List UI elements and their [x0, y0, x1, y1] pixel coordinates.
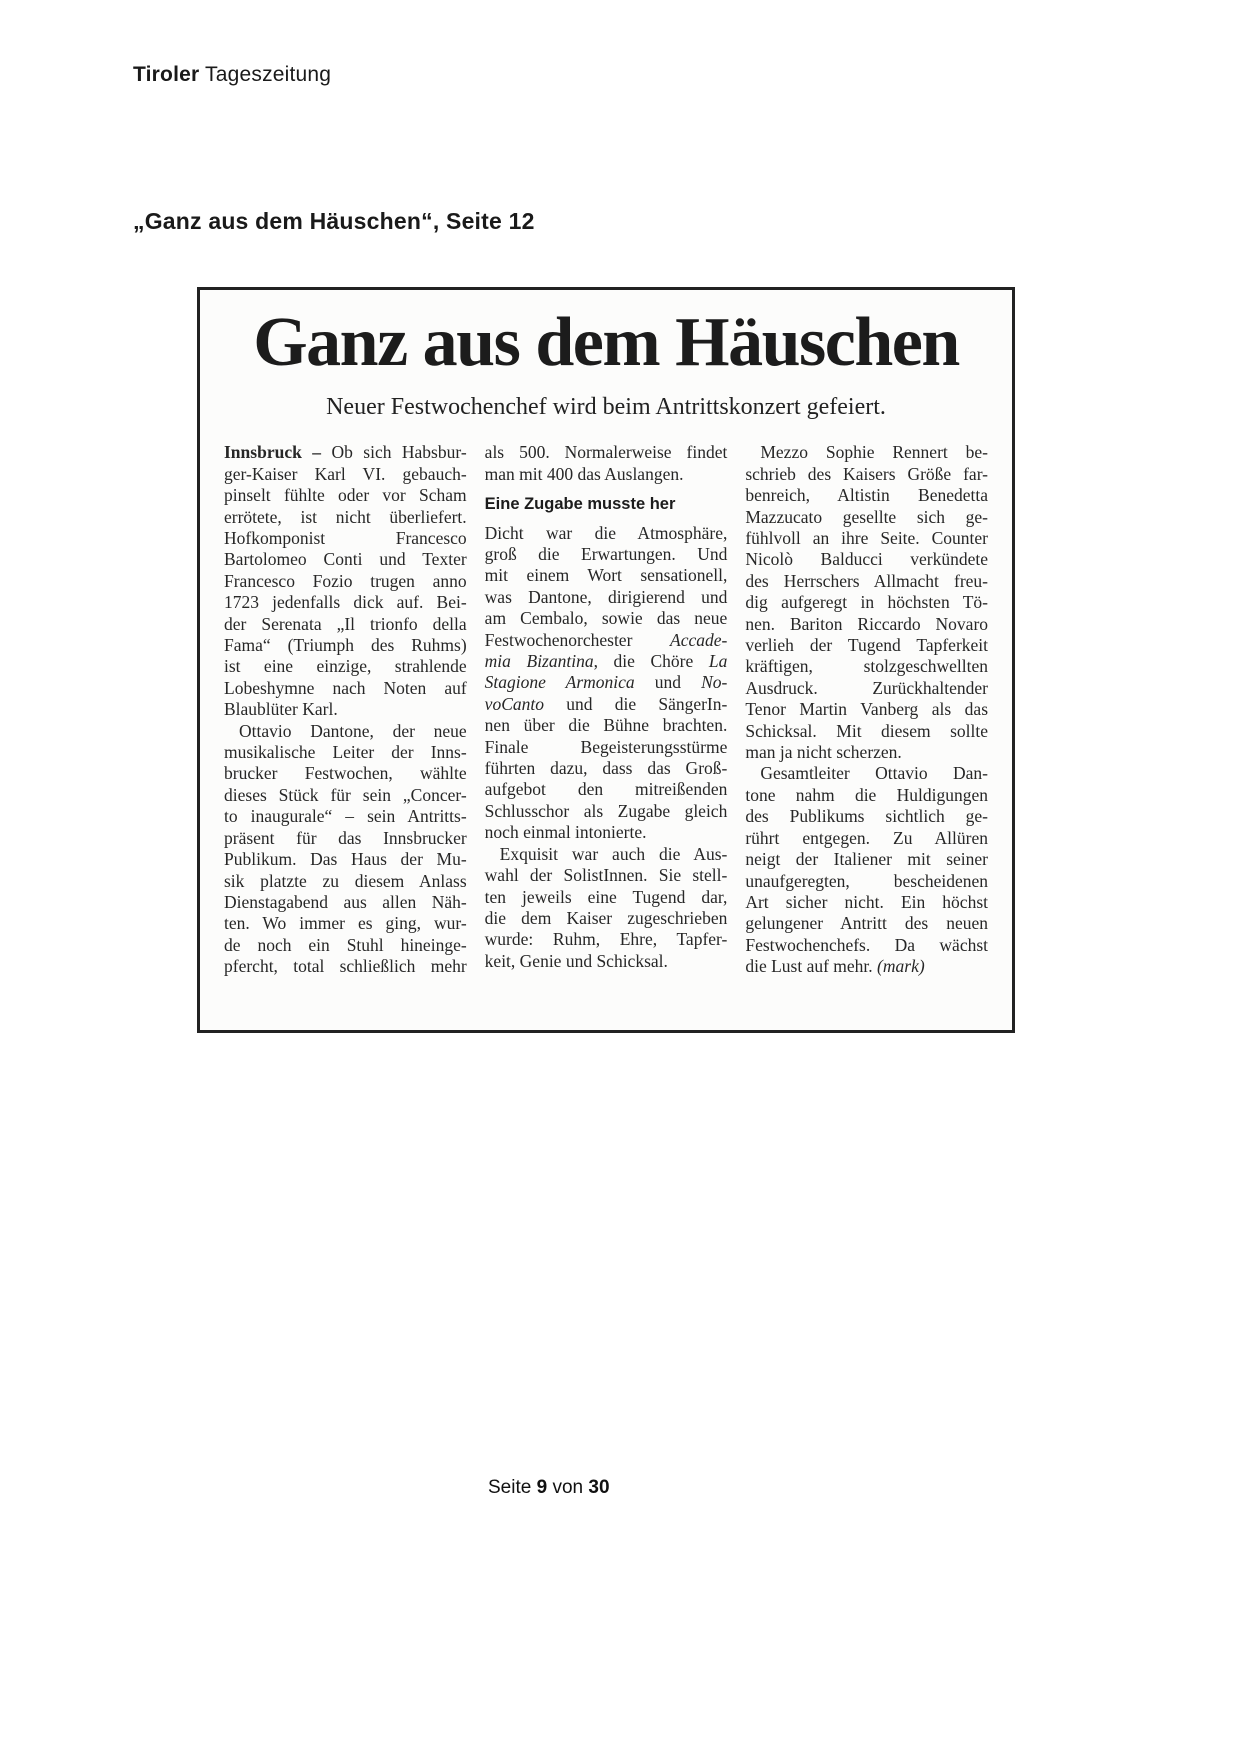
- article-line: Innsbruck – Ob sich Habsbur-: [224, 442, 467, 463]
- article-line: Nicolò Balducci verkündete: [745, 549, 989, 570]
- article-line: benreich, Altistin Benedetta: [745, 485, 989, 506]
- article-line: fühlvoll an ihre Seite. Counter: [745, 528, 989, 549]
- article-line: Stagione Armonica und No-: [484, 672, 728, 693]
- document-title: „Ganz aus dem Häuschen“, Seite 12: [133, 208, 535, 234]
- article-line: des Herrschers Allmacht freu-: [745, 570, 989, 591]
- article-line: 1723 jedenfalls dick auf. Bei-: [224, 592, 467, 613]
- article-line: dig aufgeregt in höchsten Tö-: [745, 592, 989, 613]
- article-line: Blaublüter Karl.: [224, 699, 338, 720]
- article-line: führten dazu, dass das Groß-: [484, 758, 728, 779]
- article-line: mia Bizantina, die Chöre La: [484, 651, 728, 672]
- article-line: am Cembalo, sowie das neue: [484, 608, 728, 629]
- article-line: aufgebot den mitreißenden: [484, 779, 728, 800]
- article-line: musikalische Leiter der Inns-: [224, 742, 467, 763]
- article-line: Hofkomponist Francesco: [224, 528, 467, 549]
- article-line: Tenor Martin Vanberg als das: [745, 699, 989, 720]
- article-line: verlieh der Tugend Tapferkeit: [745, 635, 989, 656]
- article-line: Lobeshymne nach Noten auf: [224, 677, 467, 698]
- article-line: Mazzucato gesellte sich ge-: [745, 506, 989, 527]
- article-line: Finale Begeisterungsstürme: [484, 736, 728, 757]
- article-line: die dem Kaiser zugeschrieben: [484, 907, 728, 928]
- article-headline: Ganz aus dem Häuschen: [253, 304, 959, 381]
- article-line: gelungener Antritt des neuen: [745, 913, 989, 934]
- article-line: Bartolomeo Conti und Texter: [224, 549, 467, 570]
- article-line: de noch ein Stuhl hineinge-: [224, 934, 467, 955]
- article-line: ten jeweils eine Tugend dar,: [484, 886, 728, 907]
- article-line: Festwochenchefs. Da wächst: [745, 934, 989, 955]
- article-line: als 500. Normalerweise findet: [484, 442, 728, 463]
- article-line: nen über die Bühne brachten.: [484, 715, 728, 736]
- article-subheading: Eine Zugabe musste her: [484, 495, 676, 514]
- article-line: neigt der Italiener mit seiner: [745, 849, 989, 870]
- article-line: Dienstagabend aus allen Näh-: [224, 891, 467, 912]
- article-subtitle: Neuer Festwochenchef wird beim Antrittskonzert gefeiert.: [326, 394, 886, 421]
- article-line: mit einem Wort sensationell,: [484, 565, 728, 586]
- article-line: Exquisit war auch die Aus-: [499, 843, 728, 864]
- article-line: dieses Stück für sein „Concer-: [224, 784, 467, 805]
- brand-name-bold: Tiroler: [133, 63, 200, 86]
- article-line: wurde: Ruhm, Ehre, Tapfer-: [484, 929, 728, 950]
- article-line: Schicksal. Mit diesem sollte: [745, 720, 989, 741]
- article-line: rührt entgegen. Zu Allüren: [745, 827, 989, 848]
- footer-total-pages: 30: [588, 1477, 610, 1498]
- article-line: Schlusschor als Zugabe gleich: [484, 800, 728, 821]
- article-line: voCanto und die SängerIn-: [484, 693, 728, 714]
- brand-name-rest: Tageszeitung: [199, 63, 332, 86]
- article-line: die Lust auf mehr. (mark): [745, 956, 925, 977]
- article-line: man ja nicht scherzen.: [745, 742, 902, 763]
- article-column-2: [485, 442, 728, 977]
- footer-current-page: 9: [536, 1477, 548, 1498]
- article-line: noch einmal intonierte.: [484, 822, 647, 843]
- article-line: ist eine einzige, strahlende: [224, 656, 467, 677]
- article-line: Festwochenorchester Accade-: [484, 629, 728, 650]
- article-line: Dicht war die Atmosphäre,: [484, 522, 728, 543]
- article-column-1: [224, 442, 467, 977]
- article-line: der Serenata „Il trionfo della: [224, 613, 467, 634]
- article-line: Ottavio Dantone, der neue: [239, 720, 467, 741]
- article-line: Fama“ (Triumph des Ruhms): [224, 635, 467, 656]
- article-line: Publikum. Das Haus der Mu-: [224, 849, 467, 870]
- article-line: ten. Wo immer es ging, wur-: [224, 913, 467, 934]
- article-line: errötete, ist nicht überliefert.: [224, 506, 467, 527]
- article-line: Art sicher nicht. Ein höchst: [745, 891, 989, 912]
- article-line: unaufgeregten, bescheidenen: [745, 870, 989, 891]
- article-line: pfercht, total schließlich mehr: [224, 956, 467, 977]
- article-line: Ausdruck. Zurückhaltender: [745, 677, 989, 698]
- newspaper-brand: [133, 63, 331, 87]
- article-line: präsent für das Innsbrucker: [224, 827, 467, 848]
- article-column-3: [745, 442, 988, 977]
- article-line: Mezzo Sophie Rennert be-: [760, 442, 989, 463]
- article-line: kräftigen, stolzgeschwellten: [745, 656, 989, 677]
- article-line: brucker Festwochen, wählte: [224, 763, 467, 784]
- article-line: was Dantone, dirigierend und: [484, 586, 728, 607]
- article-line: sik platzte zu diesem Anlass: [224, 870, 467, 891]
- newspaper-clipping: [197, 287, 1015, 1033]
- footer-prefix: Seite: [488, 1477, 532, 1498]
- article-line: schrieb des Kaisers Größe far-: [745, 463, 989, 484]
- article-line: keit, Genie und Schicksal.: [484, 950, 668, 971]
- article-line: Gesamtleiter Ottavio Dan-: [760, 763, 989, 784]
- article-line: ger-Kaiser Karl VI. gebauch-: [224, 463, 467, 484]
- article-line: to inaugurale“ – sein Antritts-: [224, 806, 467, 827]
- article-line: pinselt fühlte oder vor Scham: [224, 485, 467, 506]
- article-line: groß die Erwartungen. Und: [484, 544, 728, 565]
- page-number-indicator: [488, 1477, 610, 1499]
- article-line: Francesco Fozio trugen anno: [224, 570, 467, 591]
- article-columns: [200, 422, 1012, 977]
- article-line: nen. Bariton Riccardo Novaro: [745, 613, 989, 634]
- article-line: wahl der SolistInnen. Sie stell-: [484, 865, 728, 886]
- footer-infix: von: [552, 1477, 584, 1498]
- article-line: man mit 400 das Auslangen.: [484, 463, 684, 484]
- article-line: des Publikums sichtlich ge-: [745, 806, 989, 827]
- article-line: tone nahm die Huldigungen: [745, 784, 989, 805]
